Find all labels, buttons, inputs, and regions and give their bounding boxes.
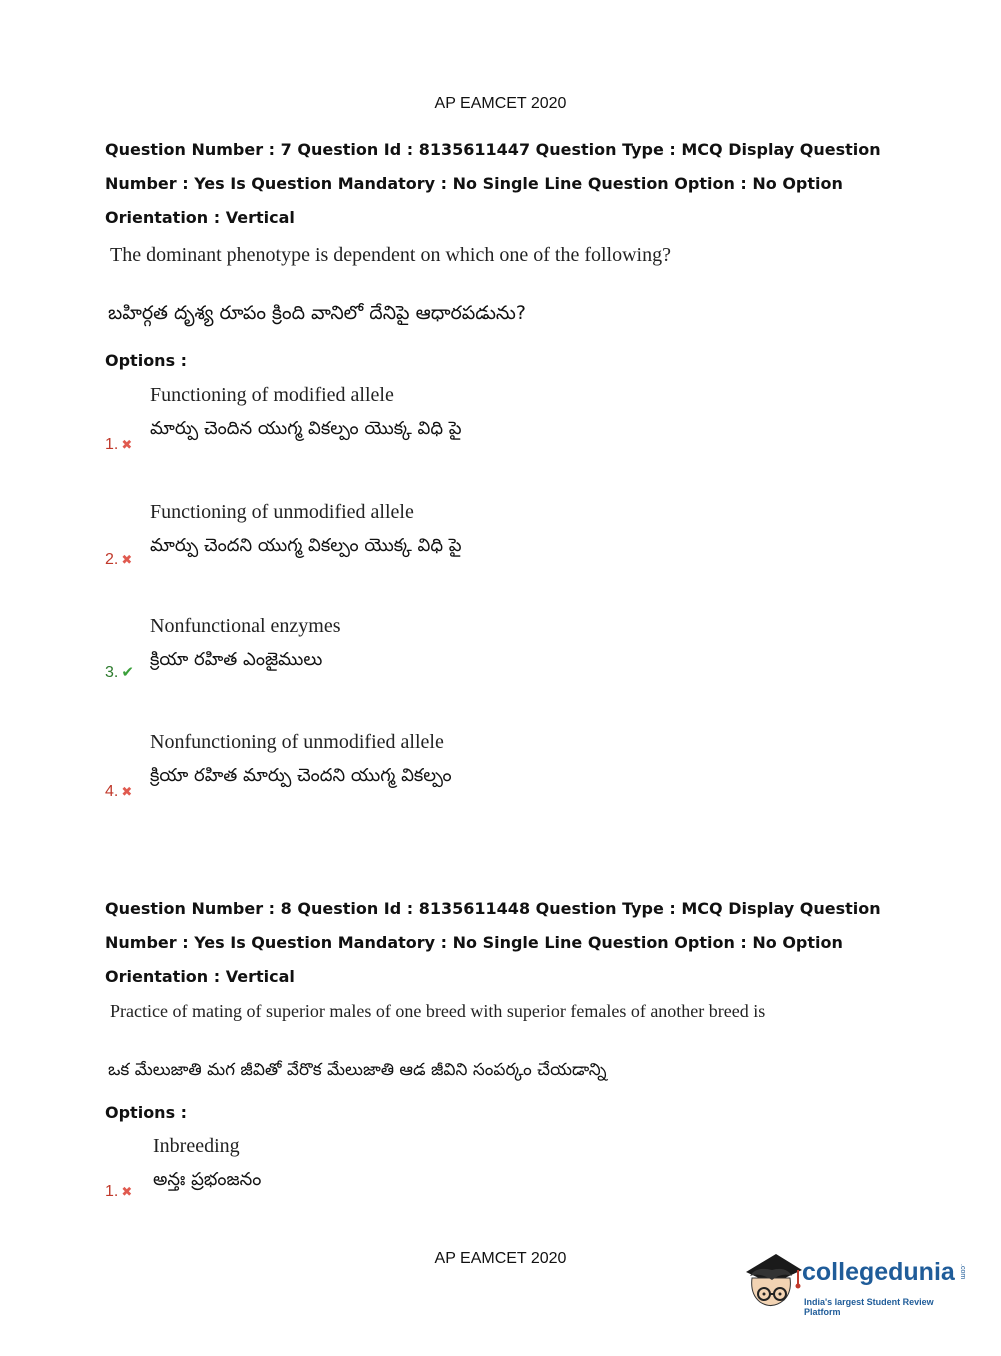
option-2-number [105,551,132,569]
option-3-text-te: క్రియా రహిత ఎంజైములు [150,649,323,670]
option-1-number [105,436,132,454]
mascot-icon [742,1250,804,1316]
page-footer: AP EAMCET 2020 [434,1250,567,1267]
meta-line: Number : Yes Is Question Mandatory : No Single Line Question Option : No Option [105,933,843,952]
option-2-text-te: మార్పు చెందని యుగ్మ వికల్పం యొక్క విధి పై [150,535,462,556]
question-7-text-te: బహిర్గత దృశ్య రూపం క్రింది వానిలో దేనిపై ఆధారపడును? [108,302,526,324]
option-number-label: 4. [105,783,119,800]
option-1-text-te: మార్పు చెందిన యుగ్మ వికల్పం యొక్క విధి పై [150,418,462,439]
wrong-cross-icon: ✖ [121,437,133,452]
option-2-text-en: Functioning of unmodified allele [150,501,414,523]
wrong-cross-icon: ✖ [121,552,133,567]
meta-line: Question Number : 8 Question Id : 8135611448 Question Type : MCQ Display Question [105,899,881,918]
meta-line: Question Number : 7 Question Id : 8135611447 Question Type : MCQ Display Question [105,140,881,159]
option-3-text-en: Nonfunctional enzymes [150,615,341,637]
option-3-number [105,663,134,682]
options-label: Options : [105,1103,188,1122]
page-header: AP EAMCET 2020 [434,95,567,112]
correct-check-icon: ✔ [121,664,134,681]
option-4-number [105,783,132,801]
meta-line: Orientation : Vertical [105,967,295,986]
wrong-cross-icon: ✖ [121,784,133,799]
option-number-label: 2. [105,551,119,568]
question-7-meta [105,133,885,235]
option-1-number [105,1183,132,1201]
option-4-text-te: క్రియా రహిత మార్పు చెందని యుగ్మ వికల్పం [150,765,452,786]
question-7-text-en: The dominant phenotype is dependent on which one of the following? [110,244,671,266]
collegedunia-logo [742,1250,972,1320]
option-1-text-en: Functioning of modified allele [150,384,394,406]
question-8-meta [105,892,885,994]
question-8-text-en: Practice of mating of superior males of one breed with superior females of another breed is [110,1001,766,1021]
meta-line: Orientation : Vertical [105,208,295,227]
options-label: Options : [105,351,188,370]
option-number-label: 1. [105,436,119,453]
option-1-text-en: Inbreeding [153,1135,240,1157]
option-1-text-te: అన్తః ప్రభంజనం [153,1169,262,1190]
logo-name: collegedunia [802,1258,955,1286]
logo-tagline: India's largest Student Review Platform [804,1297,934,1317]
option-4-text-en: Nonfunctioning of unmodified allele [150,731,444,753]
wrong-cross-icon: ✖ [121,1184,133,1199]
logo-suffix: .com [959,1264,966,1280]
meta-line: Number : Yes Is Question Mandatory : No Single Line Question Option : No Option [105,174,843,193]
question-8-text-te: ఒక మేలుజాతి మగ జీవితో వేరొక మేలుజాతి ఆడ జీవిని సంపర్కం చేయడాన్ని [108,1060,607,1080]
option-number-label: 3. [105,664,119,681]
option-number-label: 1. [105,1183,119,1200]
